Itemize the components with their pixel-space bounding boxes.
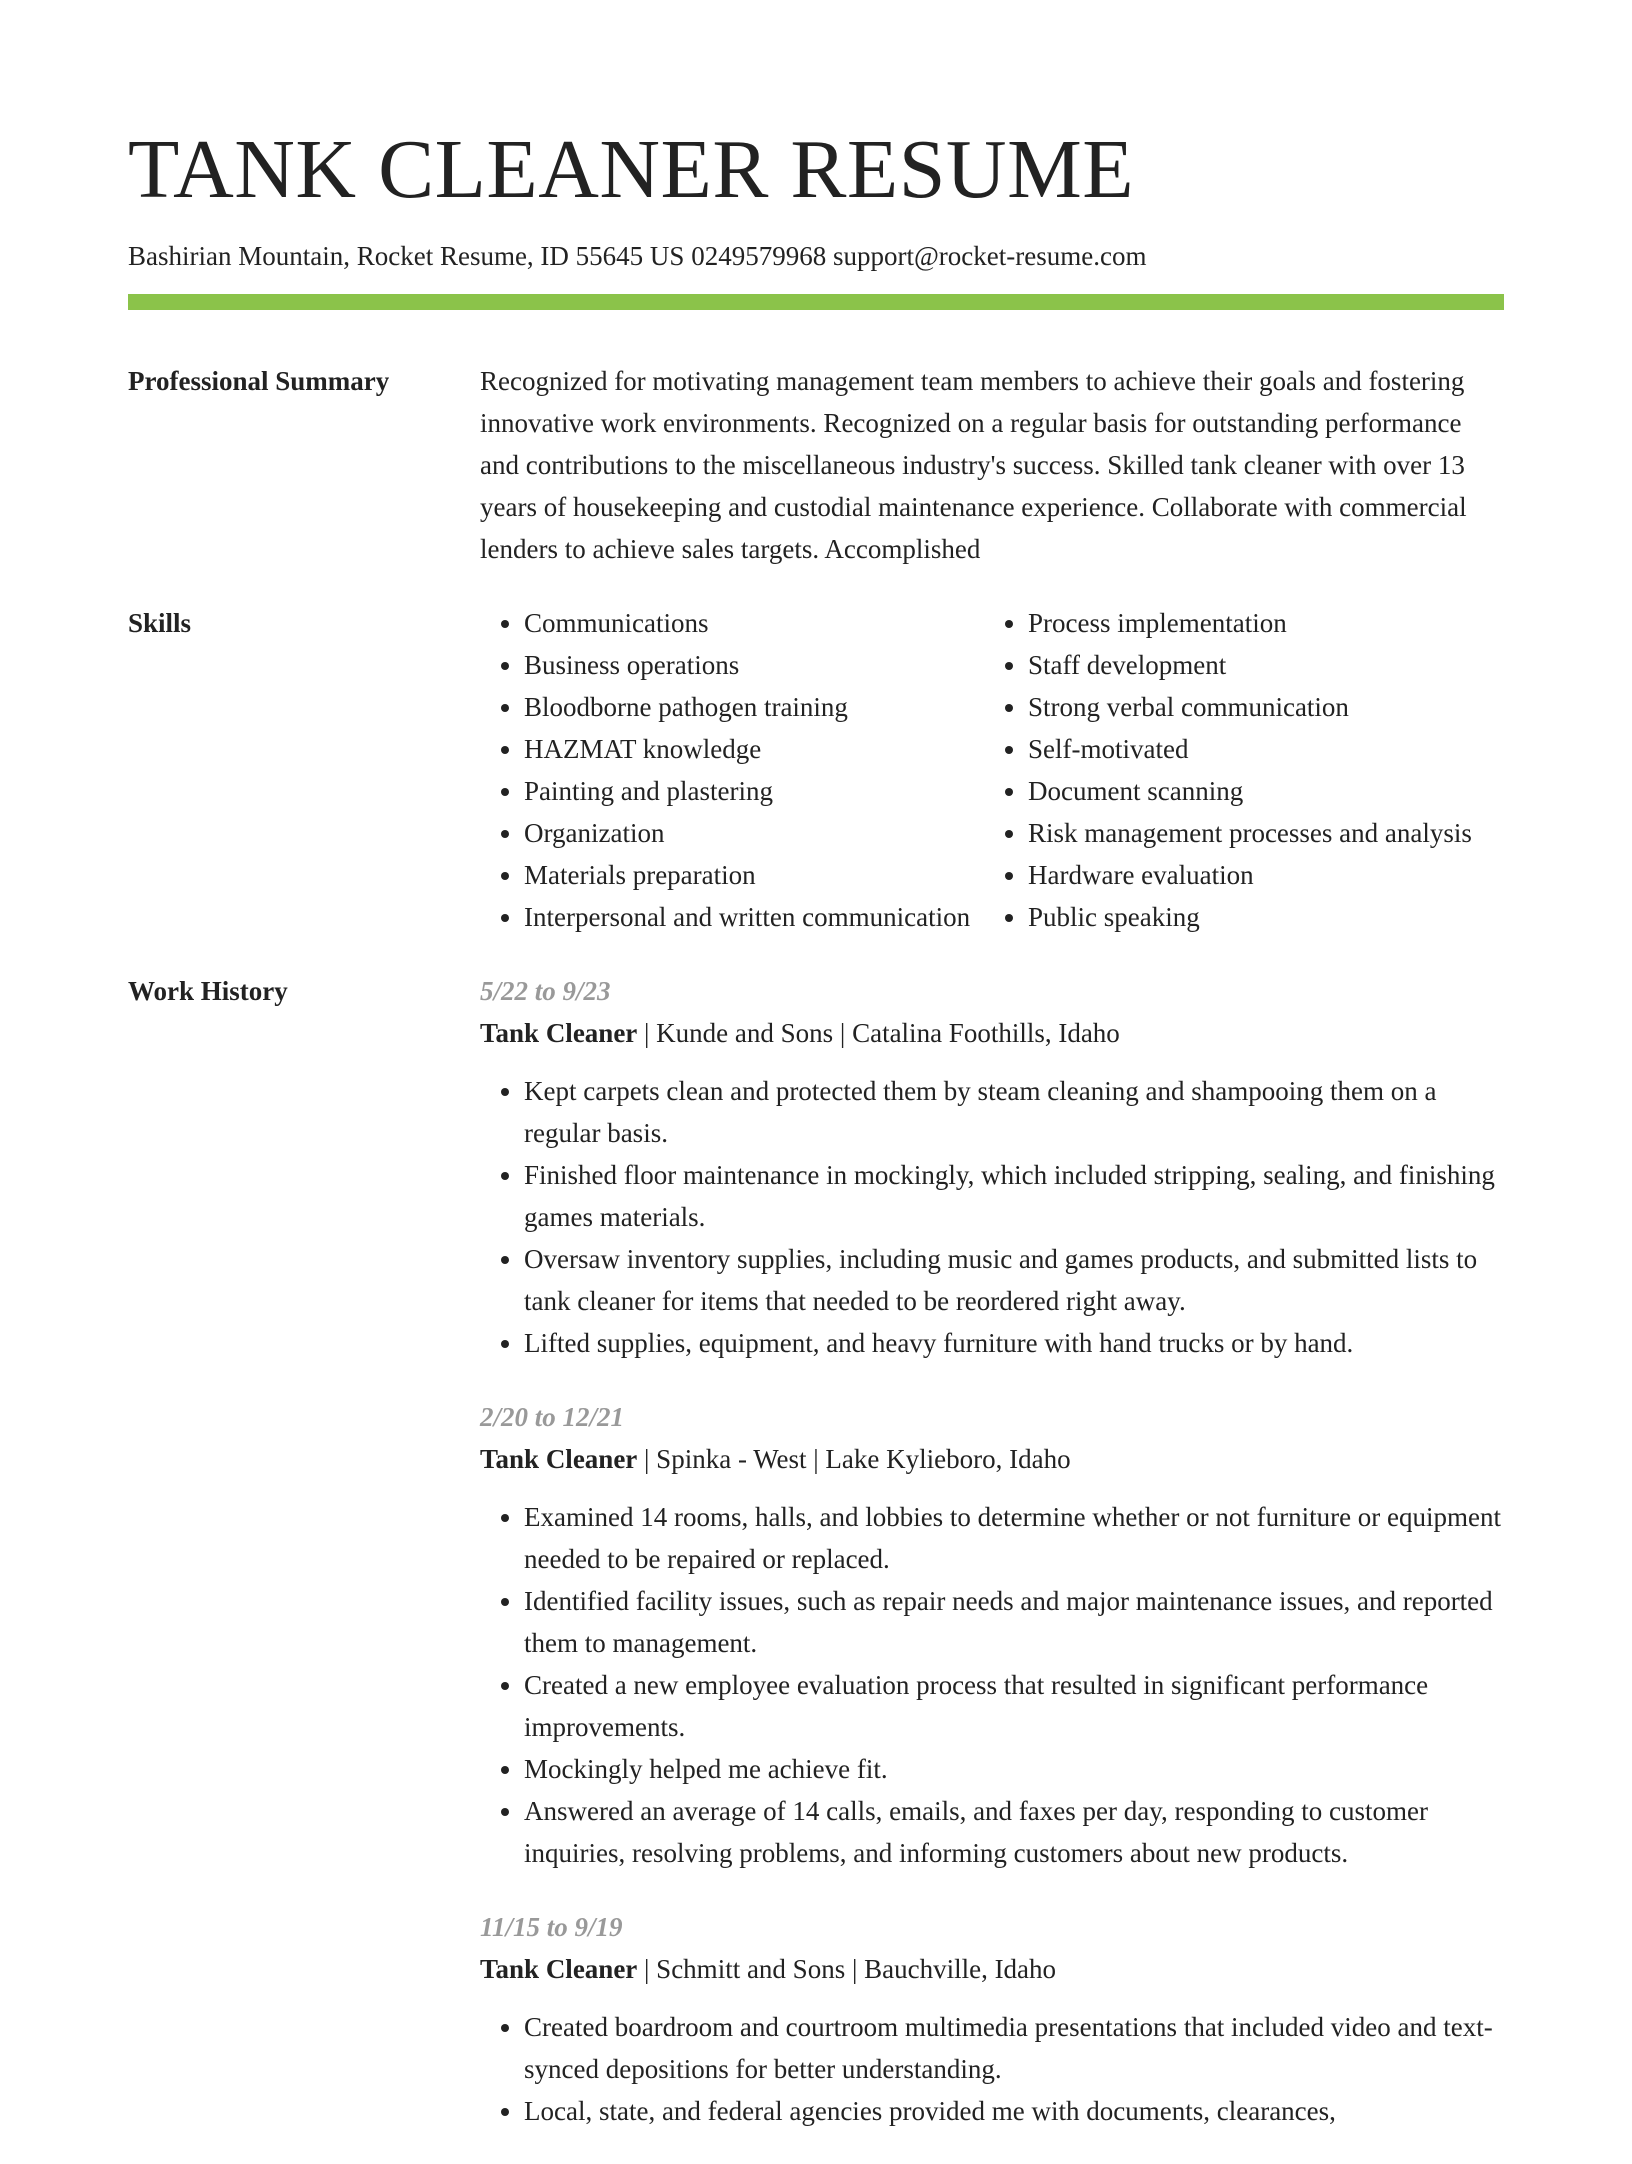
skill-item: • Document scanning xyxy=(1028,770,1504,812)
job-bullet: • Local, state, and federal agencies provided me with documents, clearances, xyxy=(524,2090,1504,2132)
skill-item: • HAZMAT knowledge xyxy=(524,728,984,770)
skills-grid xyxy=(480,602,1504,938)
work-history-body xyxy=(480,970,1504,2164)
job-heading xyxy=(480,1012,1504,1054)
job-title: Tank Cleaner xyxy=(480,1954,638,1984)
job-bullet: • Identified facility issues, such as repair needs and major maintenance issues, and reported them to management. xyxy=(524,1580,1504,1664)
job-bullet: • Created boardroom and courtroom multimedia presentations that included video and text-synced depositions for better understanding. xyxy=(524,2006,1504,2090)
job-heading xyxy=(480,1438,1504,1480)
professional-summary-section xyxy=(128,360,1504,570)
skills-list-left xyxy=(480,602,984,938)
job-title: Tank Cleaner xyxy=(480,1018,638,1048)
skill-item: • Strong verbal communication xyxy=(1028,686,1504,728)
job-bullet: • Mockingly helped me achieve fit. xyxy=(524,1748,1504,1790)
job-dates: 2/20 to 12/21 xyxy=(480,1402,625,1432)
job-dates: 5/22 to 9/23 xyxy=(480,976,611,1006)
work-history-section xyxy=(128,970,1504,2164)
skill-item: • Staff development xyxy=(1028,644,1504,686)
job-bullet: • Finished floor maintenance in mockingly, which included stripping, sealing, and finishing games materials. xyxy=(524,1154,1504,1238)
job-bullet: • Lifted supplies, equipment, and heavy furniture with hand trucks or by hand. xyxy=(524,1322,1504,1364)
summary-text: Recognized for motivating management team members to achieve their goals and fostering innovative work environments. Recognized on a regular basis for outstanding performance and contributions to the miscellaneous industry's success. Skilled tank cleaner with over 13 years of housekeeping and custodial maintenance experience. Collaborate with commercial lenders to achieve sales targets. Accomplished xyxy=(480,366,1467,564)
section-label-professional-summary: Professional Summary xyxy=(128,366,390,396)
skill-item: • Painting and plastering xyxy=(524,770,984,812)
skill-item: • Hardware evaluation xyxy=(1028,854,1504,896)
skill-item: • Self-motivated xyxy=(1028,728,1504,770)
job-bullet: • Oversaw inventory supplies, including music and games products, and submitted lists to tank cleaner for items that needed to be reordered right away. xyxy=(524,1238,1504,1322)
skill-item: • Interpersonal and written communication xyxy=(524,896,984,938)
job-bullets xyxy=(480,1496,1504,1874)
skill-item: • Public speaking xyxy=(1028,896,1504,938)
job-entry xyxy=(480,970,1504,1364)
resume-title: TANK CLEANER RESUME xyxy=(128,123,1135,216)
job-details: | Schmitt and Sons | Bauchville, Idaho xyxy=(637,1954,1057,1984)
section-label-work-history: Work History xyxy=(128,976,288,1006)
job-bullets xyxy=(480,2006,1504,2132)
job-entry xyxy=(480,1906,1504,2132)
skill-item: • Materials preparation xyxy=(524,854,984,896)
job-dates: 11/15 to 9/19 xyxy=(480,1912,623,1942)
job-bullet: • Created a new employee evaluation process that resulted in significant performance improvements. xyxy=(524,1664,1504,1748)
job-bullets xyxy=(480,1070,1504,1364)
job-entry xyxy=(480,1396,1504,1874)
job-title: Tank Cleaner xyxy=(480,1444,638,1474)
job-bullet: • Answered an average of 14 calls, emails, and faxes per day, responding to customer inquiries, resolving problems, and informing customers about new products. xyxy=(524,1790,1504,1874)
job-bullet: • Examined 14 rooms, halls, and lobbies to determine whether or not furniture or equipment needed to be repaired or replaced. xyxy=(524,1496,1504,1580)
section-label-skills: Skills xyxy=(128,608,192,638)
job-heading xyxy=(480,1948,1504,1990)
skill-item: • Bloodborne pathogen training xyxy=(524,686,984,728)
skill-item: • Business operations xyxy=(524,644,984,686)
skill-item: • Risk management processes and analysis xyxy=(1028,812,1504,854)
job-bullet: • Kept carpets clean and protected them by steam cleaning and shampooing them on a regular basis. xyxy=(524,1070,1504,1154)
job-details: | Kunde and Sons | Catalina Foothills, Idaho xyxy=(637,1018,1120,1048)
skills-section xyxy=(128,602,1504,938)
skill-item: • Organization xyxy=(524,812,984,854)
contact-line: Bashirian Mountain, Rocket Resume, ID 55645 US 0249579968 support@rocket-resume.com xyxy=(128,241,1147,271)
skill-item: • Process implementation xyxy=(1028,602,1504,644)
skill-item: • Communications xyxy=(524,602,984,644)
skills-list-right xyxy=(984,602,1504,938)
job-details: | Spinka - West | Lake Kylieboro, Idaho xyxy=(637,1444,1071,1474)
accent-divider xyxy=(128,294,1504,310)
